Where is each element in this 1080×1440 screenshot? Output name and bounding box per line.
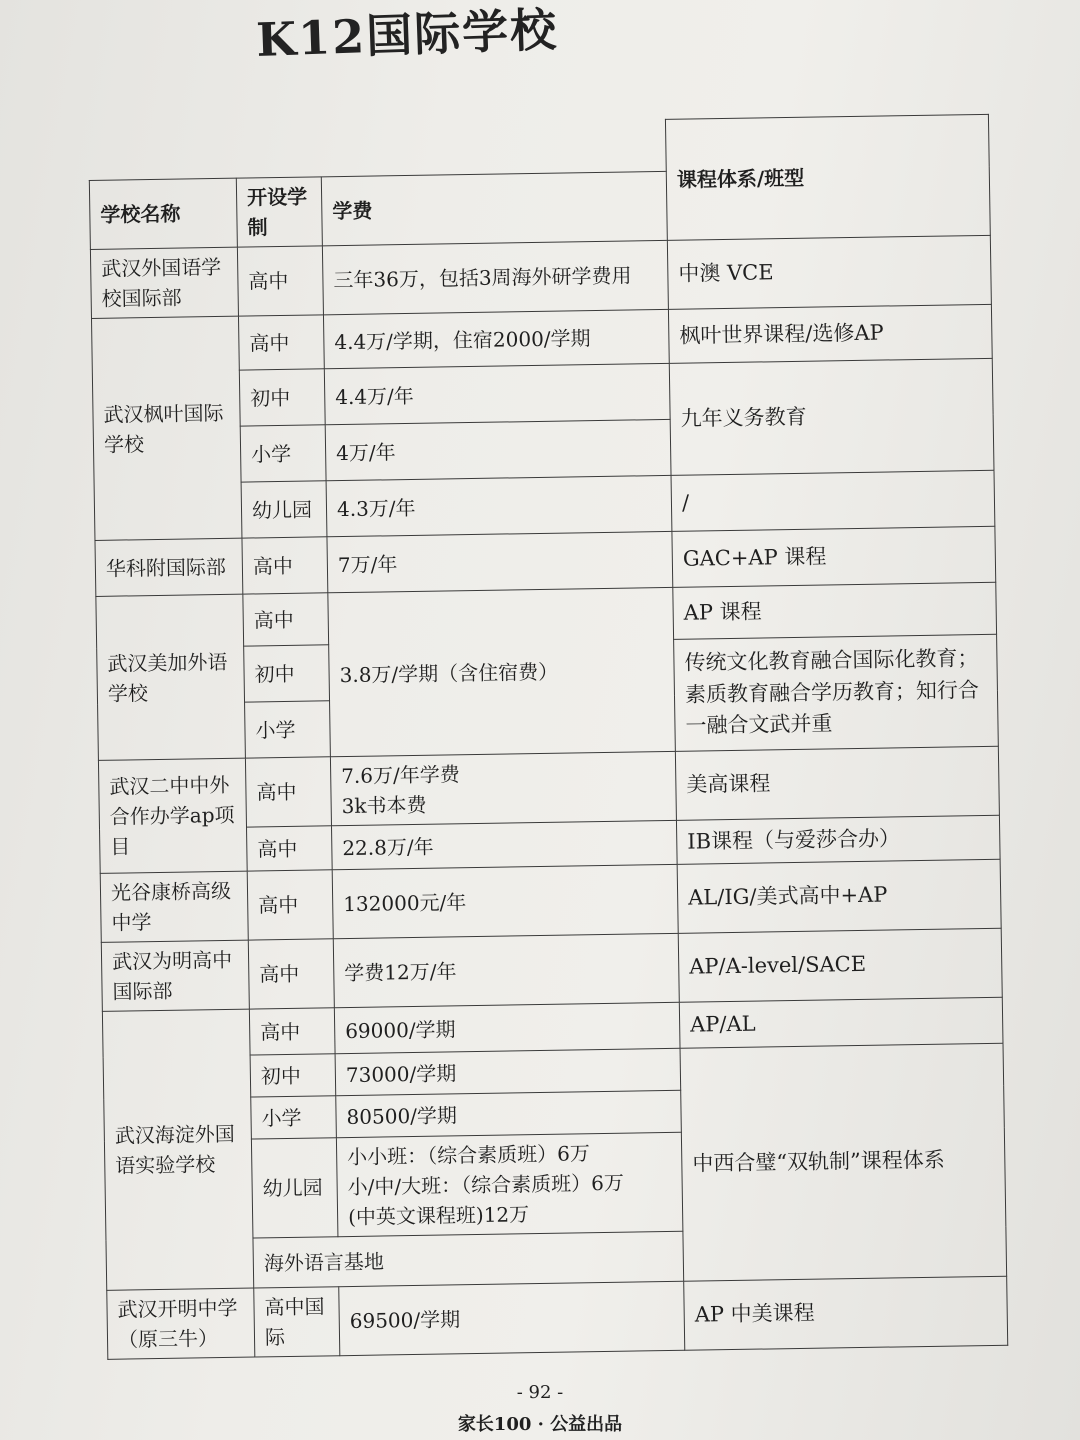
fee-cell: 学费12万/年 xyxy=(333,933,679,1007)
school-name: 武汉外国语学校国际部 xyxy=(90,247,238,318)
curriculum-cell: 传统文化教育融合国际化教育；素质教育融合学历教育；知行合一融合文武并重 xyxy=(674,634,999,751)
curriculum-cell: GAC+AP 课程 xyxy=(672,526,996,587)
header-level: 开设学制 xyxy=(236,177,322,247)
level-cell: 高中 xyxy=(238,315,324,370)
publisher-line: 家长100 · 公益出品 xyxy=(457,1414,623,1435)
school-name: 武汉为明高中国际部 xyxy=(101,940,249,1011)
school-name: 武汉海淀外国语实验学校 xyxy=(102,1009,253,1290)
curriculum-cell: / xyxy=(671,470,995,531)
fee-line: (中英文课程班)12万 xyxy=(347,1202,530,1230)
level-cell: 初中 xyxy=(250,1054,336,1097)
school-name: 武汉开明中学（原三牛） xyxy=(107,1288,255,1359)
header-fee: 学费 xyxy=(321,171,667,245)
fee-line: 小小班：（综合素质班）6万 xyxy=(347,1141,591,1170)
level-cell: 幼儿园 xyxy=(251,1138,338,1238)
level-cell: 小学 xyxy=(251,1096,337,1139)
extra-cell: 海外语言基地 xyxy=(253,1231,684,1288)
level-cell: 初中 xyxy=(239,369,325,426)
curriculum-cell: 枫叶世界课程/选修AP xyxy=(668,304,992,363)
level-cell: 初中 xyxy=(244,645,330,702)
fee-cell xyxy=(330,751,676,825)
school-name: 武汉美加外语学校 xyxy=(96,594,246,760)
school-name: 华科附国际部 xyxy=(95,538,243,596)
level-cell: 高中 xyxy=(242,537,328,594)
fee-cell: 7万/年 xyxy=(327,531,673,592)
level-cell: 高中 xyxy=(248,939,334,1009)
school-name: 光谷康桥高级中学 xyxy=(100,871,248,942)
fee-cell: 22.8万/年 xyxy=(331,820,677,869)
curriculum-cell: AP 中美课程 xyxy=(684,1276,1008,1350)
school-fee-table-wrapper xyxy=(88,114,1007,1360)
fee-cell: 69500/学期 xyxy=(339,1281,685,1355)
header-curriculum: 课程体系/班型 xyxy=(665,114,990,240)
fee-cell: 132000元/年 xyxy=(332,864,678,938)
level-cell: 小学 xyxy=(245,701,331,758)
page-number: - 92 - xyxy=(516,1382,564,1403)
fee-cell: 4万/年 xyxy=(325,419,671,480)
fee-line: 7.6万/年学费 xyxy=(341,762,460,789)
curriculum-cell: IB课程（与爱莎合办） xyxy=(676,815,1000,864)
fee-cell: 80500/学期 xyxy=(336,1090,682,1137)
level-cell: 高中国际 xyxy=(254,1287,340,1357)
curriculum-cell: AP/AL xyxy=(679,997,1003,1048)
header-school: 学校名称 xyxy=(89,178,237,249)
school-name: 武汉二中中外合作办学ap项目 xyxy=(98,758,247,873)
fee-cell: 三年36万，包括3周海外研学费用 xyxy=(322,240,668,314)
level-cell: 高中 xyxy=(245,757,331,827)
curriculum-cell: AP/A-level/SACE xyxy=(678,928,1002,1002)
fee-cell: 69000/学期 xyxy=(334,1002,680,1053)
fee-line: 3k书本费 xyxy=(341,792,427,819)
table-row xyxy=(107,1276,1008,1359)
level-cell: 高中 xyxy=(249,1008,335,1055)
fee-cell: 4.4万/学期，住宿2000/学期 xyxy=(323,309,669,368)
fee-cell: 73000/学期 xyxy=(335,1048,681,1095)
fee-cell: 4.3万/年 xyxy=(326,475,672,536)
page-title: K12国际学校 xyxy=(255,2,560,67)
school-name: 武汉枫叶国际学校 xyxy=(91,316,241,540)
curriculum-cell: 九年义务教育 xyxy=(669,358,994,475)
curriculum-cell: 中澳 VCE xyxy=(667,235,991,309)
fee-cell: 4.4万/年 xyxy=(324,363,670,424)
fee-cell: 3.8万/学期（含住宿费） xyxy=(328,587,676,756)
level-cell: 高中 xyxy=(247,870,333,940)
fee-cell xyxy=(336,1132,683,1236)
level-cell: 高中 xyxy=(243,593,329,646)
curriculum-cell: AP 课程 xyxy=(673,582,997,639)
level-cell: 幼儿园 xyxy=(241,481,327,538)
curriculum-cell: AL/IG/美式高中+AP xyxy=(677,859,1001,933)
curriculum-cell: 美高课程 xyxy=(675,746,999,820)
level-cell: 高中 xyxy=(237,246,323,316)
level-cell: 小学 xyxy=(240,425,326,482)
school-fee-table xyxy=(88,114,1008,1360)
fee-line: 小/中/大班：（综合素质班）6万 xyxy=(347,1170,625,1200)
level-cell: 高中 xyxy=(247,826,333,871)
curriculum-cell: 中西合璧“双轨制”课程体系 xyxy=(680,1043,1007,1281)
